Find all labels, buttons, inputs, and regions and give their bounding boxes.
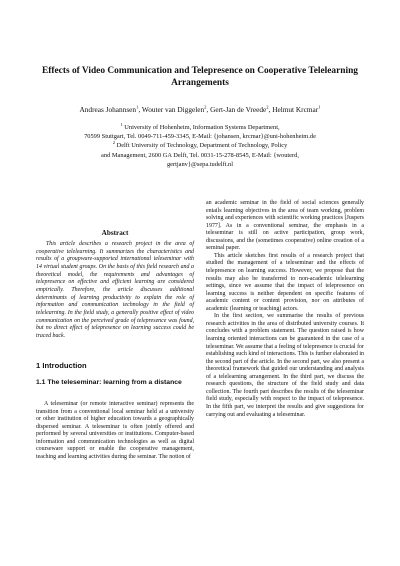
affiliation-line: $^1$ University of Hohenheim, Information Systems Department, — [120, 121, 280, 131]
section-heading: 1 Introduction — [36, 361, 87, 370]
author-list: Andreas Johannsen$^1$, Wouter van Diggelen$^2$, Gert-Jan de Vreede$^2$, Helmut Krcmar$^1$ — [79, 104, 321, 114]
affiliation-line: and Management, 2600 GA Delft, Tel. 0031-15-278-8545, E-Mail: {wouterd, — [101, 151, 299, 159]
right-column — [206, 200, 364, 419]
author-name: Andreas Johannsen — [79, 105, 137, 114]
affiliations — [40, 123, 360, 169]
title-line-1: Effects of Video Communication and Telepresence on Cooperative Telelearning — [42, 66, 358, 76]
affiliation-line: gertjanv}@sepa.tudelft.nl — [166, 160, 234, 168]
author-affiliation-mark: 1 — [318, 104, 321, 110]
body-paragraph: an academic seminar in the field of social sciences generally entails learning objectives in the area of team working, problem solving and experiences with scientific working practices [Juspers 1977]. As in a conventional seminar, the emphasis in a teleseminar is still on active participation, group work, discussions, and the (sometimes cooperative) online creation of a seminal paper. — [206, 200, 364, 252]
paper-title — [36, 66, 364, 90]
subsection-heading: 1.1 The teleseminar: learning from a distance — [36, 379, 182, 386]
author-name: Helmut Krcmar — [272, 105, 319, 114]
body-paragraph: In the first section, we summarise the results of previous research activities in the area of distributed university courses. It concludes with a problem statement. The question raised is how learning oriented interactions can be guaranteed in the case of a teleseminar. We assume that a feeling of telepresence is crucial for establishing such kind of interactions. This is further elaborated in the second part of the article. In the second part, we also present a theoretical framework that guided our understanding and analysis of a telelearning arrangement. In the third part, we discuss the research questions, the structure of the field study and data collection. The fourth part describes the results of the teleseminar field study, especially with respect to the impact of telepresence. In the fifth part, we interpret the results and give suggestions for carrying out and evaluating a teleseminar. — [206, 313, 364, 418]
title-line-2: Arrangements — [171, 77, 229, 88]
abstract-heading: Abstract — [101, 229, 129, 237]
affiliation-mark: 2 — [112, 140, 115, 146]
affiliation-line: 70599 Stuttgart, Tel. 0049-711-459-3345, E-Mail: {johansen, krcmar}@uni-hohenheim.de — [84, 133, 316, 141]
body-paragraph: A teleseminar (or remote interactive seminar) represents the transition from a conventional local seminar held at a university or other institution of higher education towards a geographically dispersed seminar. A teleseminar is often jointly offered and performed by several universities or institutions. Computer-based information and communication technologies as well as digital courseware support or enable the cooperative management, teaching and learning activities during the seminar. The notion of — [36, 401, 194, 460]
affiliation-line: $^2$ Delft University of Technology, Department of Technology, Policy — [112, 140, 288, 150]
affiliation-mark: 1 — [120, 121, 123, 127]
body-paragraph: This article sketches first results of a research project that studied the management of a teleseminar and the effects of telepresence on learning success. However, we propose that the results may also be transferred to non-academic telelearning settings, since we assume that the impact of telepresence on learning success is neither dependent on specific features of academic content or content provision, nor on attributes of academic (learning or teaching) actors. — [206, 252, 364, 312]
author-affiliation-mark: 1 — [136, 104, 139, 110]
author-affiliation-mark: 2 — [266, 104, 269, 110]
author-name: Wouter van Diggelen — [141, 105, 205, 114]
author-affiliation-mark: 2 — [204, 104, 207, 110]
abstract-text: This article describes a research project in the area of cooperative telelearning. It summarizes the characteristics and results of a groupware-supported international teleseminar with 14 virtual student groups. On the basis of this field research and a theoretical model, the requirements and advantages of telepresence on effective and efficient learning are considered empirically. Therefore, the article discusses additional determinants of learning productivity to explain the role of information and communication technology in the field of telelearning. In the field study, a generally positive effect of video communication on the perceived grade of telepresence was found, but no direct effect of telepresence on learning success could be traced back. — [36, 241, 194, 339]
author-name: Gert-Jan de Vreede — [210, 105, 267, 114]
